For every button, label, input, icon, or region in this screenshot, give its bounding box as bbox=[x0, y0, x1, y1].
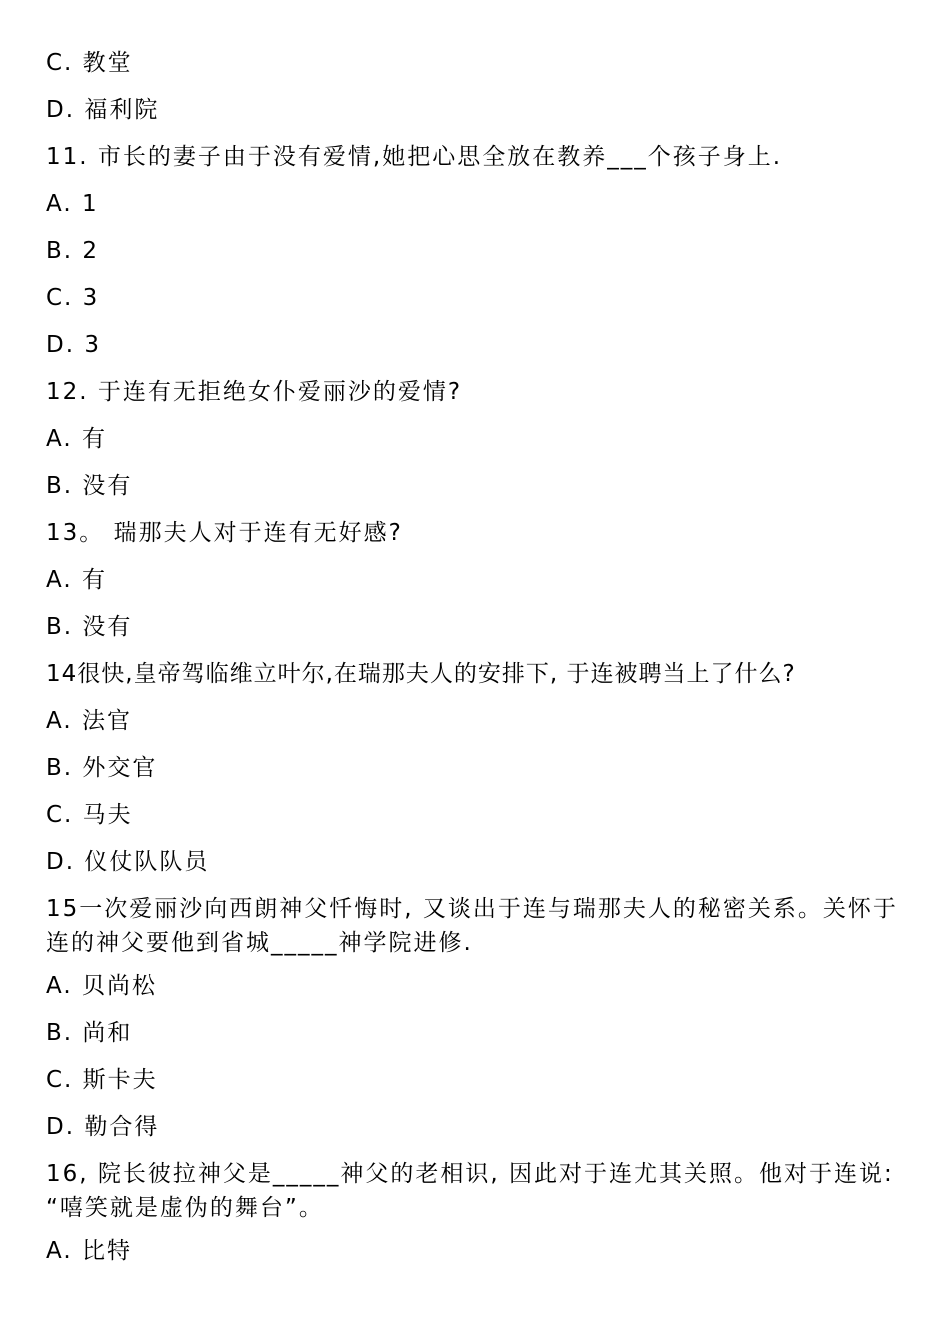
question-14: 14很快,皇帝驾临维立叶尔,在瑞那夫人的安排下, 于连被聘当上了什么? bbox=[46, 661, 796, 687]
option-b-q12: B. 没有 bbox=[46, 473, 133, 499]
option-a-q14: A. 法官 bbox=[46, 708, 132, 734]
option-b-q11: B. 2 bbox=[46, 238, 100, 264]
option-c-q15: C. 斯卡夫 bbox=[46, 1067, 158, 1093]
option-d-q11: D. 3 bbox=[46, 332, 101, 358]
option-b-q14: B. 外交官 bbox=[46, 755, 158, 781]
option-c-q10: C. 教堂 bbox=[46, 50, 133, 76]
question-16: 16, 院长彼拉神父是_____神父的老相识, 因此对于连尤其关照。他对于连说: “嘻笑就是虚伪的舞台”。 bbox=[46, 1161, 894, 1221]
option-d-q14: D. 仪仗队队员 bbox=[46, 849, 210, 875]
question-15: 15一次爱丽沙向西朗神父忏悔时, 又谈出于连与瑞那夫人的秘密关系。关怀于连的神父要他到省城_____神学院进修. bbox=[46, 896, 898, 956]
question-11: 11. 市长的妻子由于没有爱情,她把心思全放在教养___个孩子身上. bbox=[46, 144, 783, 170]
option-b-q13: B. 没有 bbox=[46, 614, 133, 640]
option-c-q14: C. 马夫 bbox=[46, 802, 133, 828]
option-a-q13: A. 有 bbox=[46, 567, 107, 593]
option-c-q11: C. 3 bbox=[46, 285, 100, 311]
option-a-q16: A. 比特 bbox=[46, 1238, 132, 1264]
option-d-q10: D. 福利院 bbox=[46, 97, 160, 123]
option-b-q15: B. 尚和 bbox=[46, 1020, 133, 1046]
option-a-q12: A. 有 bbox=[46, 426, 107, 452]
question-12: 12. 于连有无拒绝女仆爱丽沙的爱情? bbox=[46, 379, 463, 405]
option-d-q15: D. 勒合得 bbox=[46, 1114, 160, 1140]
option-a-q11: A. 1 bbox=[46, 191, 99, 217]
option-a-q15: A. 贝尚松 bbox=[46, 973, 157, 999]
question-13: 13。 瑞那夫人对于连有无好感? bbox=[46, 520, 403, 546]
